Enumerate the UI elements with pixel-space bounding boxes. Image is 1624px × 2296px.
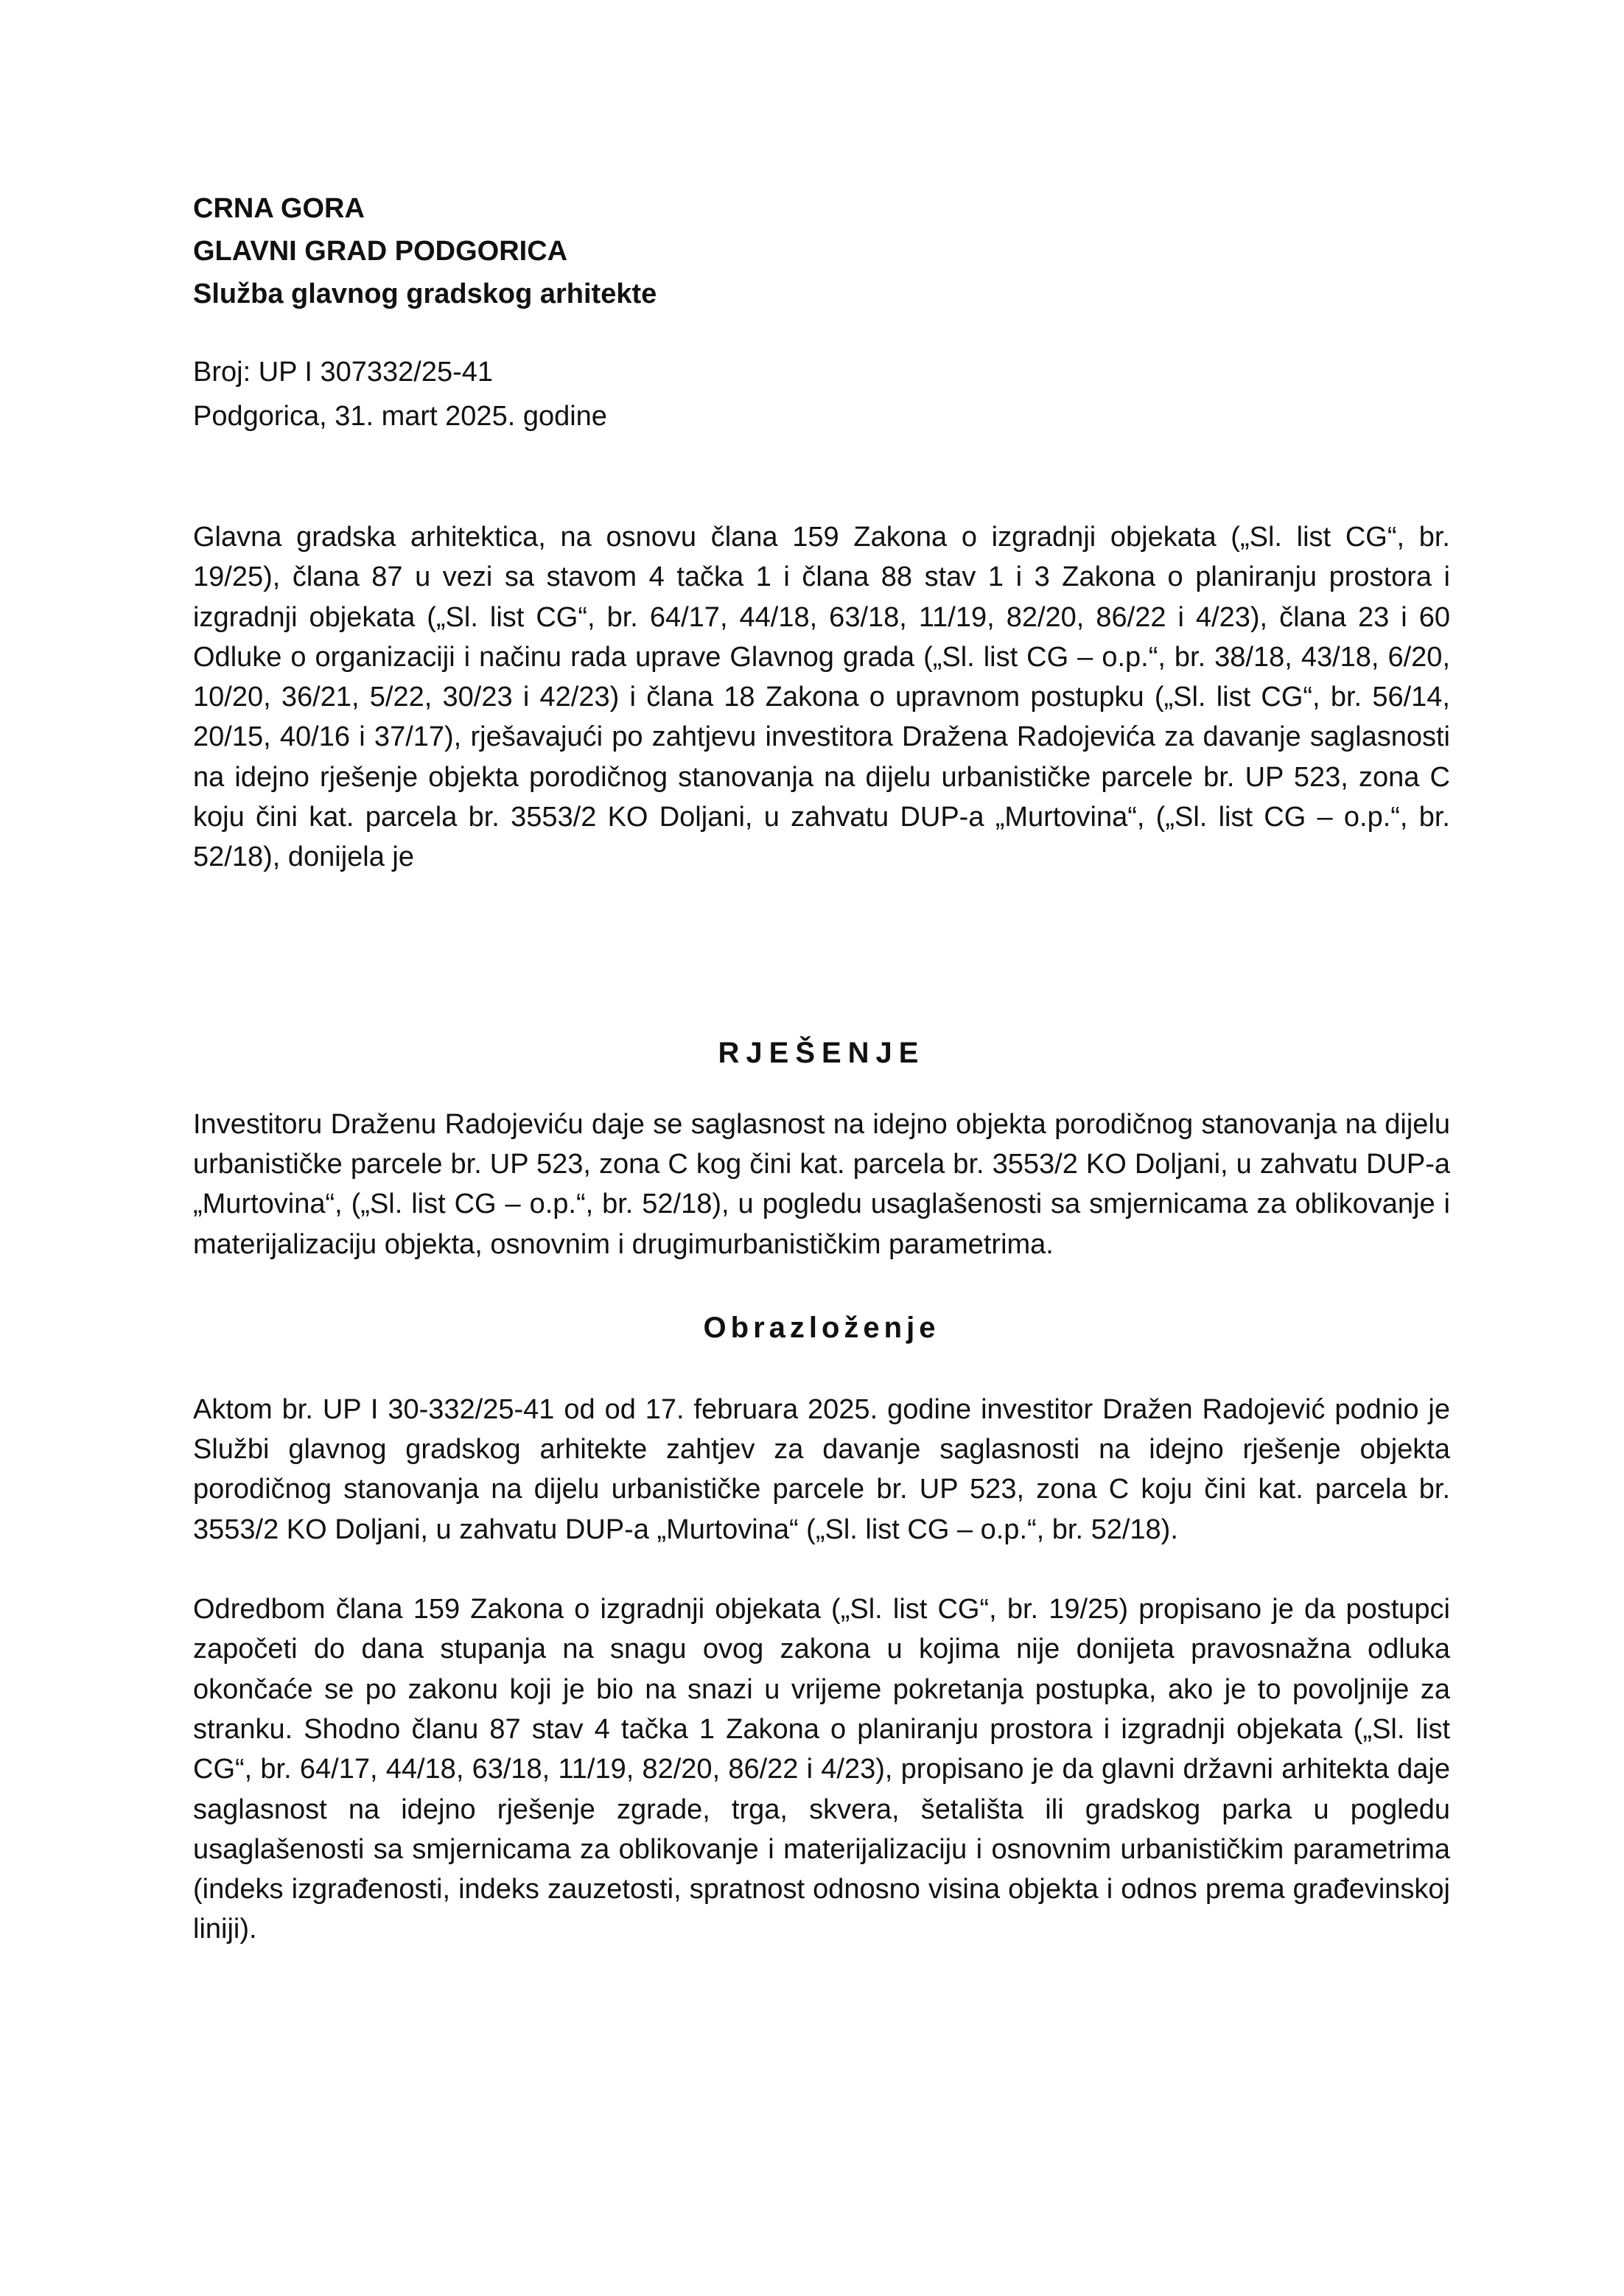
decision-paragraph: Investitoru Draženu Radojeviću daje se saglasnost na idejno objekta porodičnog stanovanja na dijelu urbanističke parcele br. UP 523, zona C kog čini kat. parcela br. 3553/2 KO Doljani, u zahvatu DUP-a „Murtovina“, („Sl. list CG – o.p.“, br. 52/18), u pogledu usaglašenosti sa smjernicama za oblikovanje i materijalizaciju objekta, osnovnim i drugimurbanističkim parametrima. — [193, 1108, 1450, 1260]
intro-paragraph: Glavna gradska arhitektica, na osnovu člana 159 Zakona o izgradnji objekata („Sl. list CG“, br. 19/25), člana 87 u vezi sa stavom 4 tačka 1 i člana 88 stav 1 i 3 Zakona o planiranju prostora i izgradnji objekata („Sl. list CG“, br. 64/17, 44/18, 63/18, 11/19, 82/20, 86/22 i 4/23), člana 23 i 60 Odluke o organizaciji i načinu rada uprave Glavnog grada („Sl. list CG – o.p.“, br. 38/18, 43/18, 6/20, 10/20, 36/21, 5/22, 30/23 i 42/23) i člana 18 Zakona o upravnom postupku („Sl. list CG“, br. 56/14, 20/15, 40/16 i 37/17), rješavajući po zahtjevu investitora Dražena Radojevića za davanje saglasnosti na idejno rješenje objekta porodičnog stanovanja na dijelu urbanističke parcele br. UP 523, zona C koju čini kat. parcela br. 3553/2 KO Doljani, u zahvatu DUP-a „Murtovina“, („Sl. list CG – o.p.“, br. 52/18), donijela je — [193, 522, 1450, 873]
reasoning-paragraph-2: Odredbom člana 159 Zakona o izgradnji objekata („Sl. list CG“, br. 19/25) propisano je da postupci započeti do dana stupanja na snagu ovog zakona u kojima nije donijeta pravosnažna odluka okončaće se po zakonu koji je bio na snazi u vrijeme pokretanja postupka, ako je to povoljnije za stranku. Shodno članu 87 stav 4 tačka 1 Zakona o planiranju prostora i izgradnji objekata („Sl. list CG“, br. 64/17, 44/18, 63/18, 11/19, 82/20, 86/22 i 4/23), propisano je da glavni državni arhitekta daje saglasnost na idejno rješenje zgrade, trga, skvera, šetališta ili gradskog parka u pogledu usaglašenosti sa smjernicama za oblikovanje i materijalizaciju i osnovnim urbanističkim parametrima (indeks izgrađenosti, indeks zauzetosti, spratnost odnosno visina objekta i odnos prema građevinskoj liniji). — [193, 1594, 1450, 1945]
letterhead — [193, 187, 1450, 315]
reasoning-paragraph-1: Aktom br. UP I 30-332/25-41 od od 17. februara 2025. godine investitor Dražen Radojević podnio je Službi glavnog gradskog arhitekte zahtjev za davanje saglasnosti na idejno rješenje objekta porodičnog stanovanja na dijelu urbanističke parcele br. UP 523, zona C koju čini kat. parcela br. 3553/2 KO Doljani, u zahvatu DUP-a „Murtovina“ („Sl. list CG – o.p.“, br. 52/18). — [193, 1393, 1450, 1545]
reasoning-heading: Obrazloženje — [703, 1311, 940, 1344]
document-meta — [193, 350, 1450, 438]
country-name: CRNA GORA — [193, 193, 365, 224]
decision-heading: RJEŠENJE — [718, 1036, 925, 1069]
city-name: GLAVNI GRAD PODGORICA — [193, 236, 568, 267]
document-page — [193, 187, 1450, 1950]
document-number: Broj: UP I 307332/25-41 — [193, 357, 494, 388]
document-date: Podgorica, 31. mart 2025. godine — [193, 401, 607, 432]
office-name: Služba glavnog gradskog arhitekte — [193, 279, 657, 309]
